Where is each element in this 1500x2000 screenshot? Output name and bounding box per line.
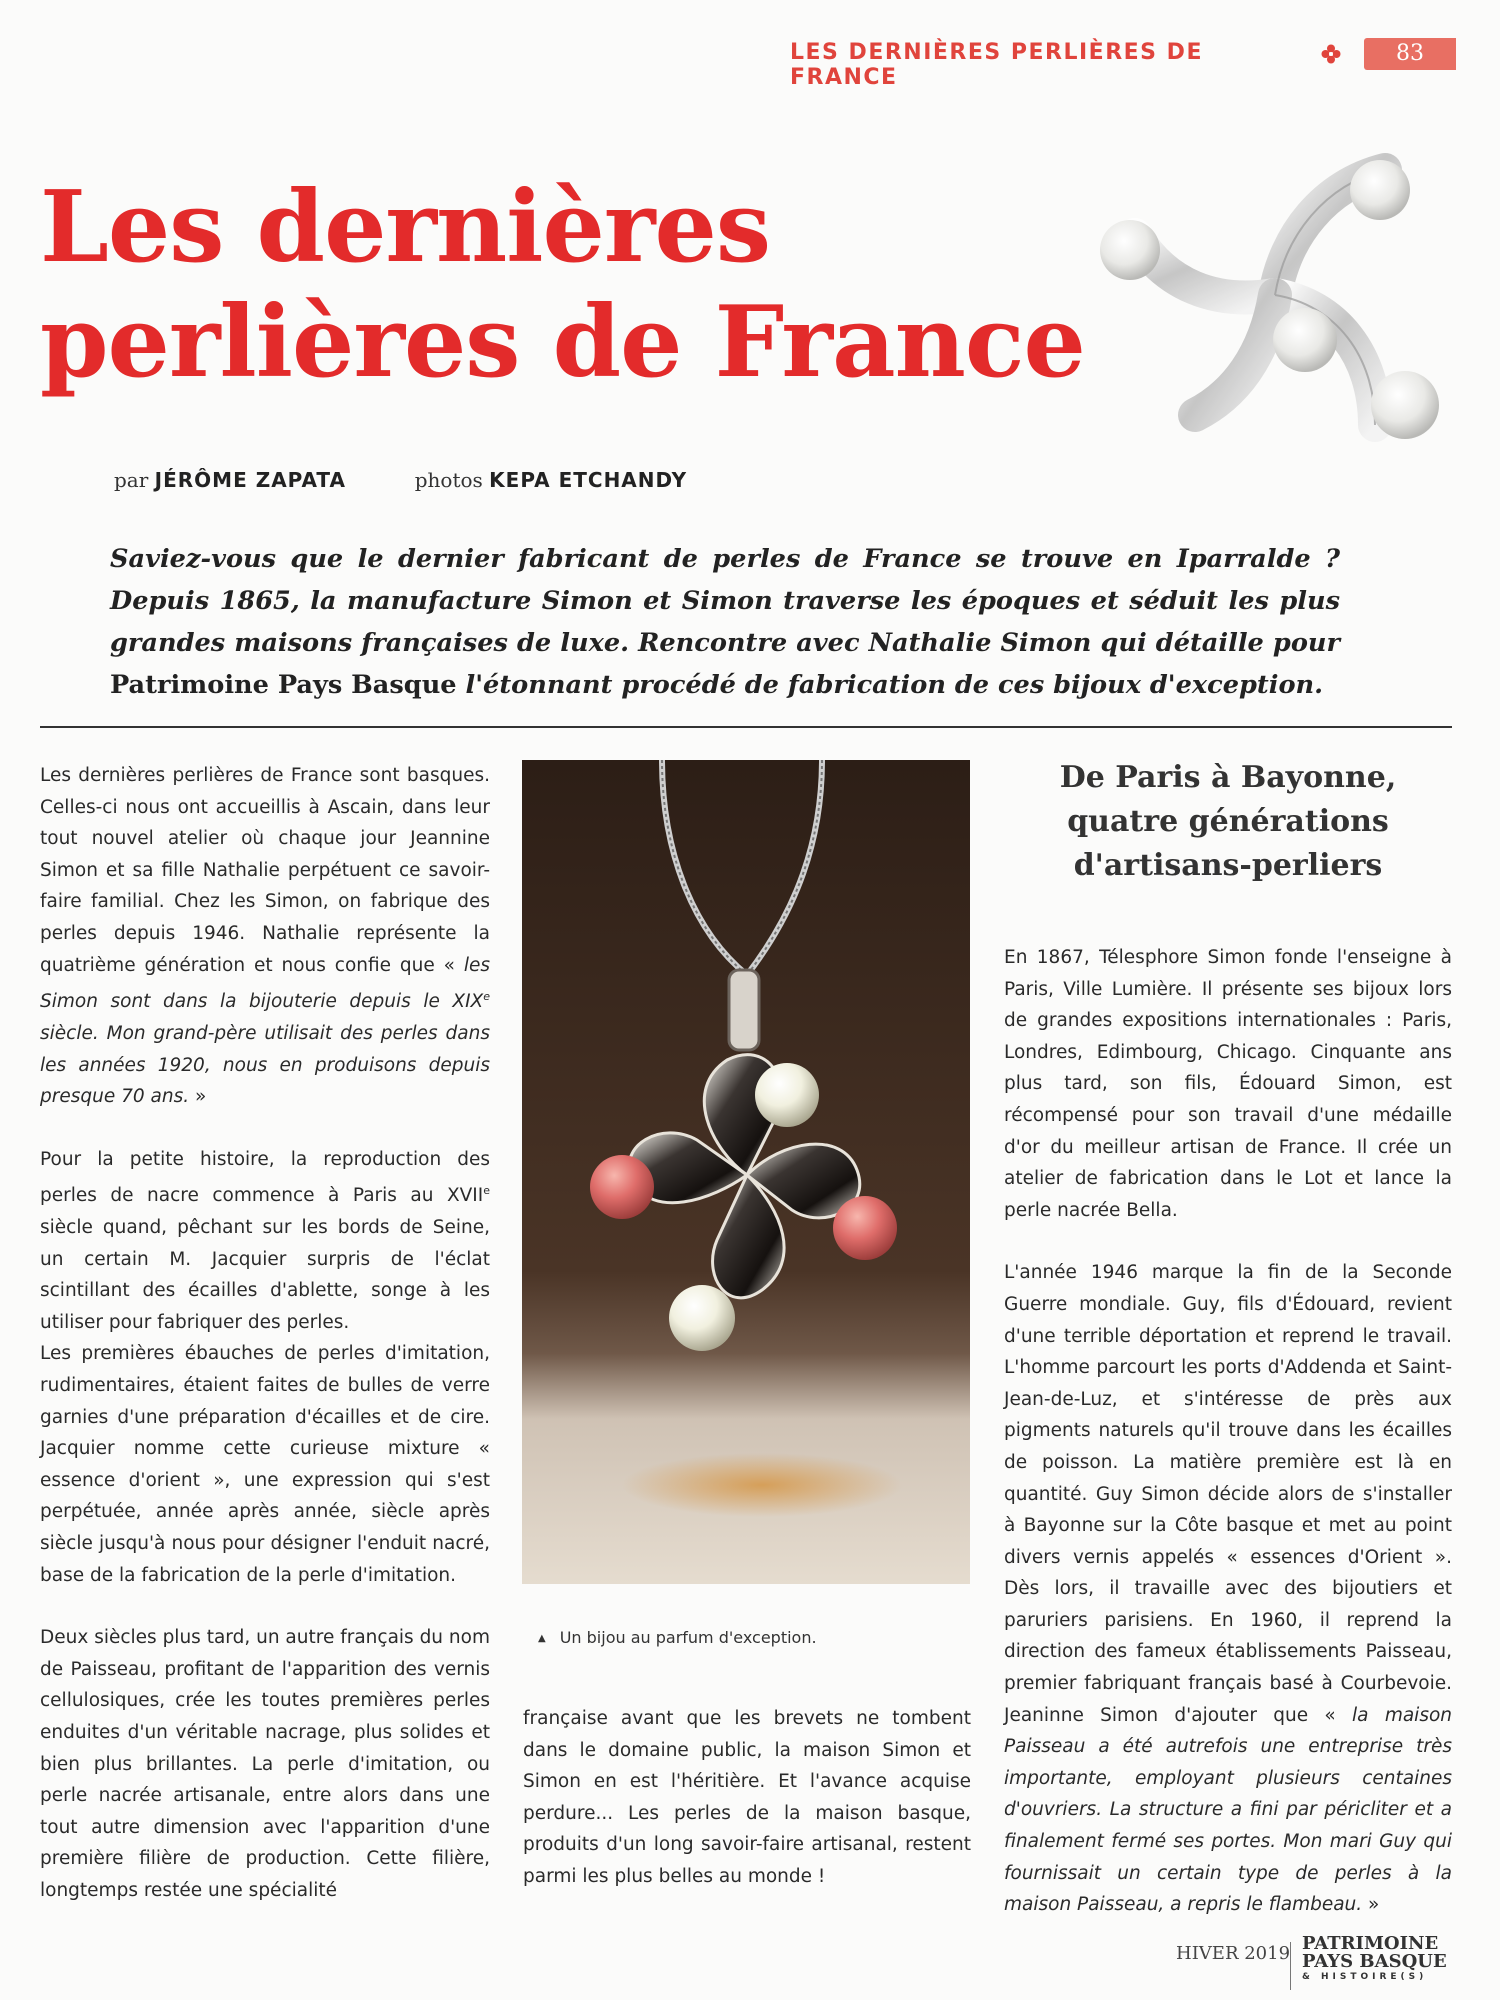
article-title-line2: perlières de France bbox=[40, 285, 1085, 400]
pearl bbox=[590, 1155, 654, 1219]
author-name: JÉRÔME ZAPATA bbox=[154, 468, 346, 492]
quote-close: » bbox=[189, 1086, 207, 1108]
column-1 bbox=[40, 760, 490, 1907]
paragraph: française avant que les brevets ne tombent dans le domaine public, la maison Simon et Simon en est l'héritière. Et l'avance acquise perdure... Les perles de la maison basque, produits d'un long savoir-faire artisanal, restent parmi les plus belles au monde ! bbox=[523, 1708, 971, 1887]
lede-text: Saviez-vous que le dernier fabricant de perles de France se trouve en Iparralde ? Depuis 1865, la manufacture Simon et Simon traverse les époques et séduit les plus grandes maisons françaises de luxe. Rencontre avec Nathalie Simon qui détaille pour bbox=[110, 544, 1340, 658]
pearl bbox=[833, 1196, 897, 1260]
pendant-photo bbox=[522, 760, 970, 1584]
photo-caption bbox=[538, 1628, 958, 1647]
photographer-name: KEPA ETCHANDY bbox=[489, 468, 688, 492]
column-2 bbox=[523, 1703, 971, 1893]
section-divider bbox=[40, 726, 1452, 728]
column-3 bbox=[1004, 942, 1452, 1921]
sidebar-heading-line1: De Paris à Bayonne, bbox=[1059, 760, 1397, 795]
superscript: e bbox=[483, 1184, 490, 1198]
logo-line3: & HISTOIRE(S) bbox=[1302, 1972, 1428, 1982]
photo-label: photos bbox=[414, 468, 483, 492]
lauburu-ornament-icon bbox=[1321, 44, 1341, 64]
author-label: par bbox=[114, 468, 149, 492]
byline bbox=[114, 468, 687, 492]
sidebar-heading-line2: quatre générations bbox=[1067, 804, 1389, 839]
quote-close: » bbox=[1362, 1894, 1380, 1916]
sidebar-heading bbox=[1004, 756, 1452, 888]
paragraph bbox=[1004, 1257, 1452, 1920]
caption-triangle-icon: ▲ bbox=[538, 1633, 546, 1644]
paragraph bbox=[40, 760, 490, 1113]
paragraph: Les premières ébauches de perles d'imitation, rudimentaires, étaient faites de bulles de verre garnies d'une préparation d'écailles et de cire. Jacquier nomme cette curieuse mixture « essence d'orient », une expression qui s'est perpétuée, année après année, siècle après siècle jusqu'à nous pour désigner l'enduit nacré, base de la fabrication de la perle d'imitation. bbox=[40, 1343, 490, 1586]
logo-line2: PAYS BASQUE bbox=[1302, 1951, 1447, 1972]
lede-text-end: l'étonnant procédé de fabrication de ces bijoux d'exception. bbox=[456, 670, 1324, 700]
article-title bbox=[40, 170, 1190, 400]
page-number: 83 bbox=[1364, 38, 1456, 70]
article-title-line1: Les dernières bbox=[40, 170, 771, 285]
paragraph-text: Les dernières perlières de France sont basques. Celles-ci nous ont accueillis à Ascain, dans leur tout nouvel atelier où chaque jour Jeannine Simon et sa fille Nathalie perpétuent ce savoir-faire familial. Chez les Simon, on fabrique des perles depuis 1946. Nathalie représente la quatrième génération et nous confie que « bbox=[40, 765, 490, 976]
quote-text: les Simon sont dans la bijouterie depuis le XIX bbox=[40, 954, 490, 1013]
pearl bbox=[669, 1285, 735, 1351]
issue-season: HIVER 2019 bbox=[1176, 1943, 1291, 1964]
pearl bbox=[755, 1063, 819, 1127]
paragraph-text: Pour la petite histoire, la reproduction des perles de nacre commence à Paris au XVII bbox=[40, 1148, 490, 1207]
magazine-logo bbox=[1302, 1935, 1462, 1983]
lede-magazine-name: Patrimoine Pays Basque bbox=[110, 670, 457, 700]
paragraph: En 1867, Télesphore Simon fonde l'enseigne à Paris, Ville Lumière. Il présente ses bijoux lors de grandes expositions internationales : Paris, Londres, Edimbourg, Chicago. Cinquante ans plus tard, son fils, Édouard Simon, est récompensé pour son travail d'une médaille d'or du meilleur artisan de France. Il crée un atelier de fabrication dans le Lot et lance la perle nacrée Bella. bbox=[1004, 947, 1452, 1221]
superscript: e bbox=[483, 990, 490, 1004]
quote-text: la maison Paisseau a été autrefois une entreprise très importante, employant plusieurs centaines d'ouvriers. La structure a fini par péricliter et a finalement fermé ses portes. Mon mari Guy qui fournissait un certain type de perles à la maison Paisseau, a repris le flambeau. bbox=[1004, 1704, 1452, 1916]
quote-text: siècle. Mon grand-père utilisait des perles dans les années 1920, nous en produisons depuis presque 70 ans. bbox=[40, 1022, 490, 1108]
article-lede bbox=[110, 538, 1340, 706]
caption-text: Un bijou au parfum d'exception. bbox=[559, 1628, 817, 1647]
paragraph bbox=[40, 1144, 490, 1339]
paragraph: Deux siècles plus tard, un autre français du nom de Paisseau, profitant de l'apparition des vernis cellulosiques, crée les toutes premières perles enduites d'un véritable nacrage, plus solides et bien plus brillantes. La perle d'imitation, ou perle nacrée artisanale, entre alors dans une tout autre dimension avec l'apparition d'une première filière de production. Cette filière, longtemps restée une spécialité bbox=[40, 1627, 490, 1901]
logo-line1: PATRIMOINE bbox=[1302, 1933, 1439, 1954]
footer-divider bbox=[1290, 1942, 1291, 1990]
running-title: LES DERNIÈRES PERLIÈRES DE FRANCE bbox=[790, 40, 1203, 90]
paragraph-text: L'année 1946 marque la fin de la Seconde Guerre mondiale. Guy, fils d'Édouard, revient d'une terrible déportation et reprend le travail. L'homme parcourt les ports d'Addenda et Saint-Jean-de-Luz, et s'intéresse de près aux pigments naturels qu'il trouve dans les écailles de poisson. La matière première est là en quantité. Guy Simon décide alors de s'installer à Bayonne sur la Côte basque et met au point divers vernis appelés « essences d'Orient ». Dès lors, il travaille avec des bijoutiers et paruriers parisiens. En 1960, il reprend la direction des fameux établissements Paisseau, premier fabriquant français basé à Courbevoie. Jeaninne Simon d'ajouter que « bbox=[1004, 1262, 1452, 1726]
sidebar-heading-line3: d'artisans-perliers bbox=[1073, 848, 1383, 883]
paragraph-text: siècle quand, pêchant sur les bords de Seine, un certain M. Jacquier surpris de l'éclat scintillant des écailles d'ablette, songe à les utiliser pour fabriquer des perles. bbox=[40, 1217, 490, 1333]
